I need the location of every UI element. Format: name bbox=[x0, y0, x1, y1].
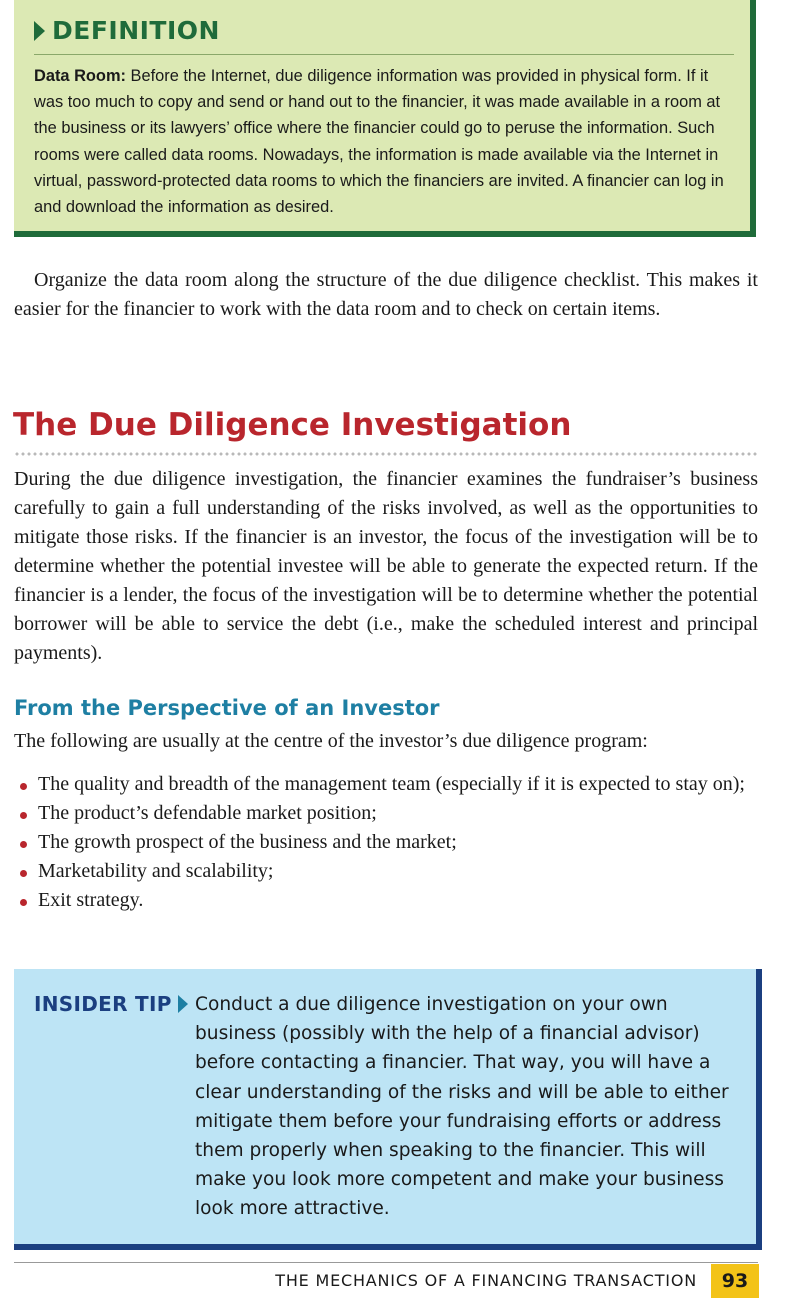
bullet-list bbox=[14, 770, 758, 915]
running-title: THE MECHANICS OF A FINANCING TRANSACTION bbox=[275, 1271, 697, 1290]
bullet-icon bbox=[20, 783, 27, 790]
definition-box bbox=[14, 0, 756, 237]
list-item-text: Exit strategy. bbox=[38, 889, 144, 911]
intro-paragraph: Organize the data room along the structure of the due diligence checklist. This makes it easier for the financier to work with the data room and to check on certain items. bbox=[14, 269, 758, 320]
definition-heading bbox=[34, 16, 220, 46]
insider-tip-label bbox=[34, 989, 188, 1019]
list-item bbox=[14, 828, 758, 857]
subsection-lead: The following are usually at the centre of the investor’s due diligence program: bbox=[14, 730, 648, 752]
list-item-text: Marketability and scalability; bbox=[38, 860, 274, 882]
definition-heading-text: DEFINITION bbox=[52, 16, 220, 45]
bullet-icon bbox=[20, 841, 27, 848]
definition-term: Data Room: bbox=[34, 67, 126, 85]
insider-tip-box bbox=[14, 969, 762, 1250]
dotted-divider bbox=[14, 452, 758, 456]
list-item-text: The growth prospect of the business and the market; bbox=[38, 831, 457, 853]
play-arrow-icon bbox=[178, 995, 188, 1013]
bullet-icon bbox=[20, 812, 27, 819]
list-item bbox=[14, 886, 758, 915]
list-item bbox=[14, 770, 758, 799]
footer-divider bbox=[14, 1262, 758, 1263]
definition-body bbox=[34, 63, 734, 220]
bullet-icon bbox=[20, 870, 27, 877]
section-paragraph: During the due diligence investigation, the financier examines the fundraiser’s business carefully to gain a full understanding of the risks involved, as well as the opportunities to mitigate those risks. If the financier is an investor, the focus of the investigation will be to determine whether the potential investee will be able to generate the expected return. If the financier is a lender, the focus of the investigation will be to determine whether the potential borrower will be able to service the debt (i.e., make the scheduled interest and principal payments). bbox=[14, 468, 758, 664]
definition-text: Before the Internet, due diligence information was provided in physical form. If it was too much to copy and send or hand out to the financier, it was made available in a room at the business or its lawyers’ office where the financier could go to peruse the information. Such rooms were called data rooms. Nowadays, the information is made available via the Internet in virtual, password-protected data rooms to which the financiers are invited. A financier can log in and download the information as desired. bbox=[34, 67, 724, 217]
list-item bbox=[14, 799, 758, 828]
list-item-text: The product’s defendable market position; bbox=[38, 802, 377, 824]
list-item bbox=[14, 857, 758, 886]
insider-tip-text: Conduct a due diligence investigation on your own business (possibly with the help of a financial advisor) before contacting a financier. That way, you will have a clear understanding of the risks and will be able to either mitigate them before your fundraising efforts or address them properly when speaking to the financier. This will make you look more competent and make your business look more attractive. bbox=[195, 994, 729, 1220]
subsection-heading: From the Perspective of an Investor bbox=[14, 696, 440, 720]
list-item-text: The quality and breadth of the management team (especially if it is expected to stay on); bbox=[38, 773, 745, 795]
insider-tip-label-text: INSIDER TIP bbox=[34, 992, 172, 1016]
bullet-icon bbox=[20, 899, 27, 906]
page-number: 93 bbox=[711, 1264, 759, 1298]
section-heading: The Due Diligence Investigation bbox=[13, 407, 572, 443]
play-arrow-icon bbox=[34, 21, 45, 41]
definition-divider bbox=[34, 54, 734, 55]
